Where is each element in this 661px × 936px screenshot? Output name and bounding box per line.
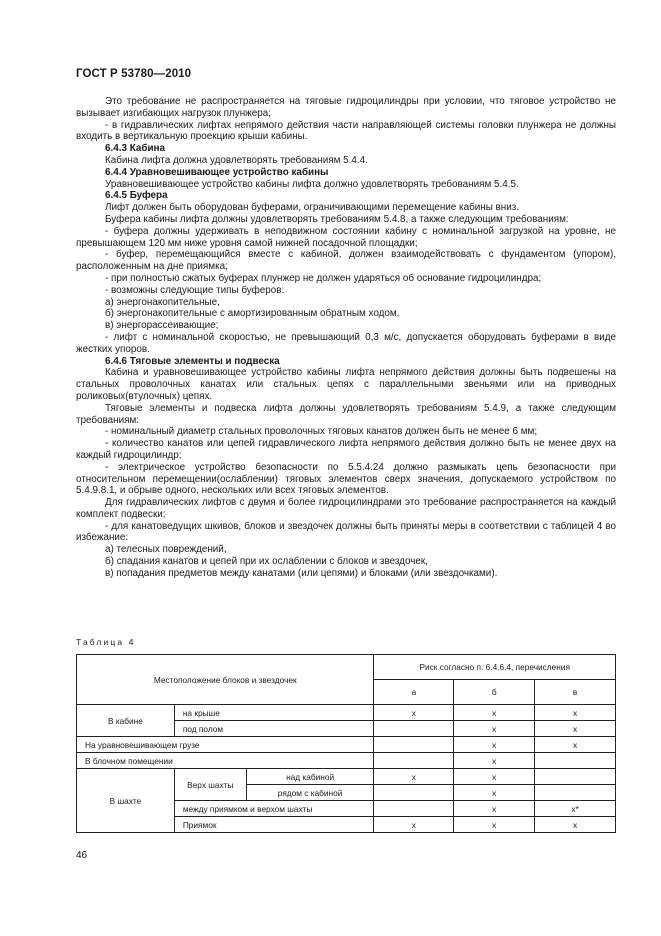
table-header-row <box>77 655 616 680</box>
row-label: между приямком и верхом шахты <box>174 801 374 817</box>
paragraph: Для гидравлических лифтов с двумя и более гидроцилиндрами это требование распространяется на каждый комплект подвески; <box>76 497 616 520</box>
paragraph: б) спадания канатов и цепей при их ослаблении с блоков и звездочек, <box>105 556 428 568</box>
header-location: Местоположение блоков и звездочек <box>77 655 374 705</box>
cell: x <box>454 705 535 721</box>
page-number: 46 <box>76 850 88 861</box>
cell <box>535 785 616 801</box>
group-shaft-top: Верх шахты <box>174 769 246 801</box>
cell: x <box>374 817 454 833</box>
paragraph: - возможны следующие типы буферов: <box>105 284 285 296</box>
paragraph: а) телесных повреждений, <box>105 544 227 556</box>
table-row <box>77 753 616 769</box>
cell: x <box>454 785 535 801</box>
row-label: Приямок <box>174 817 374 833</box>
paragraph: - лифт с номинальной скоростью, не превышающий 0,3 м/с, допускается оборудовать буферами в виде жестких упоров. <box>76 331 616 355</box>
paragraph: Кабина и уравновешивающее устройство кабины лифта непрямого действия должны быть подвешены на стальных проволочных канатах или стальных цепях с параллельными звеньями или на приводных роликовых(втулочных) цепях. <box>76 367 616 402</box>
document-header: ГОСТ Р 53780—2010 <box>76 68 192 80</box>
paragraph: - электрическое устройство безопасности по 5.5.4.24 должно размыкать цепь безопасности при относительном перемещении(ослаблении) тяговых элементов сверх значения, допускаемого устройством по 5.4.9.8.1, и обрыве одного, нескольких или всех тяговых элементов. <box>76 461 616 497</box>
cell: x <box>374 705 454 721</box>
paragraph: Буфера кабины лифта должны удовлетворять требованиям 5.4.8, а также следующим требованиям: <box>105 213 569 225</box>
paragraph: - для канатоведущих шкивов, блоков и звездочек должны быть приняты меры в соответствии с таблицей 4 во избежание: <box>76 520 616 544</box>
cell: x <box>454 737 535 753</box>
header-risk-c: в <box>535 680 616 705</box>
cell: x* <box>535 801 616 817</box>
paragraph: б) энергонакопительные с амортизированным обратным ходом, <box>105 308 400 320</box>
cell <box>535 769 616 785</box>
cell <box>374 785 454 801</box>
paragraph: Уравновешивающее устройство кабины лифта должно удовлетворять требованиям 5.4.5. <box>105 178 519 190</box>
row-label: под полом <box>174 721 374 737</box>
paragraph: Лифт должен быть оборудован буферами, ограничивающими перемещение кабины вниз. <box>105 202 520 214</box>
table-4 <box>76 654 616 833</box>
group-shaft: В шахте <box>77 769 175 833</box>
cell: x <box>535 817 616 833</box>
paragraph: Это требование не распространяется на тяговые гидроцилиндры при условии, что тяговое устройство не вызывает изгибающих нагрузок плунжера; <box>76 96 616 119</box>
paragraph: а) энергонакопительные, <box>105 296 220 308</box>
row-label: На уравновешивающем грузе <box>77 737 374 753</box>
cell <box>374 753 454 769</box>
section-heading: 6.4.4 Уравновешивающее устройство кабины <box>105 166 329 178</box>
cell <box>374 801 454 817</box>
cell <box>374 737 454 753</box>
body-text <box>76 96 616 580</box>
paragraph: в) попадания предметов между канатами (или цепями) и блоками (или звездочками). <box>105 567 498 579</box>
paragraph: - буфер, перемещающийся вместе с кабиной, должен взаимодействовать с фундаментом (упором), расположенным на дне приямка; <box>76 249 616 273</box>
cell: x <box>454 817 535 833</box>
group-cabin: В кабине <box>77 705 175 737</box>
cell: x <box>535 737 616 753</box>
section-heading: 6.4.3 Кабина <box>105 143 165 155</box>
cell: x <box>454 753 535 769</box>
cell: x <box>454 721 535 737</box>
row-label: на крыше <box>174 705 374 721</box>
section-heading: 6.4.5 Буфера <box>105 190 168 202</box>
table-caption: Таблица 4 <box>76 637 136 647</box>
paragraph: - при полностью сжатых буферах плунжер не должен ударяться об основание гидроцилиндра; <box>105 272 542 284</box>
paragraph: Тяговые элементы и подвеска лифта должны удовлетворять требованиям 5.4.9, а также следующим требованиям: <box>76 402 616 426</box>
paragraph: Кабина лифта должна удовлетворять требованиям 5.4.4. <box>105 154 368 166</box>
cell: x <box>374 769 454 785</box>
row-label: В блочном помещении <box>77 753 374 769</box>
paragraph: - количество канатов или цепей гидравлического лифта непрямого действия должно быть не менее двух на каждый гидроцилиндр; <box>76 438 616 461</box>
paragraph: - номинальный диаметр стальных проволочных тяговых канатов должен быть не менее 6 мм; <box>105 426 538 438</box>
header-risk-a: а <box>374 680 454 705</box>
paragraph: в) энергорассеивающие; <box>105 320 219 332</box>
table-row <box>77 769 616 785</box>
table-row <box>77 705 616 721</box>
cell: x <box>535 705 616 721</box>
table-row <box>77 737 616 753</box>
cell: x <box>535 721 616 737</box>
row-label: над кабиной <box>246 769 374 785</box>
section-heading: 6.4.6 Тяговые элементы и подвеска <box>105 355 280 367</box>
cell: x <box>454 801 535 817</box>
paragraph: - буфера должны удерживать в неподвижном состоянии кабину с номинальной загрузкой на уровне, не превышающем 120 мм ниже уровня самой нижней посадочной площадки; <box>76 225 616 249</box>
cell <box>374 721 454 737</box>
cell: x <box>454 769 535 785</box>
row-label: рядом с кабиной <box>246 785 374 801</box>
paragraph: - в гидравлических лифтах непрямого действия части направляющей системы головки плунжера не должны входить в вертикальную проекцию крыши кабины. <box>76 119 616 143</box>
header-risk: Риск согласно п. 6.4.6.4, перечисления <box>374 655 616 680</box>
cell <box>535 753 616 769</box>
header-risk-b: б <box>454 680 535 705</box>
